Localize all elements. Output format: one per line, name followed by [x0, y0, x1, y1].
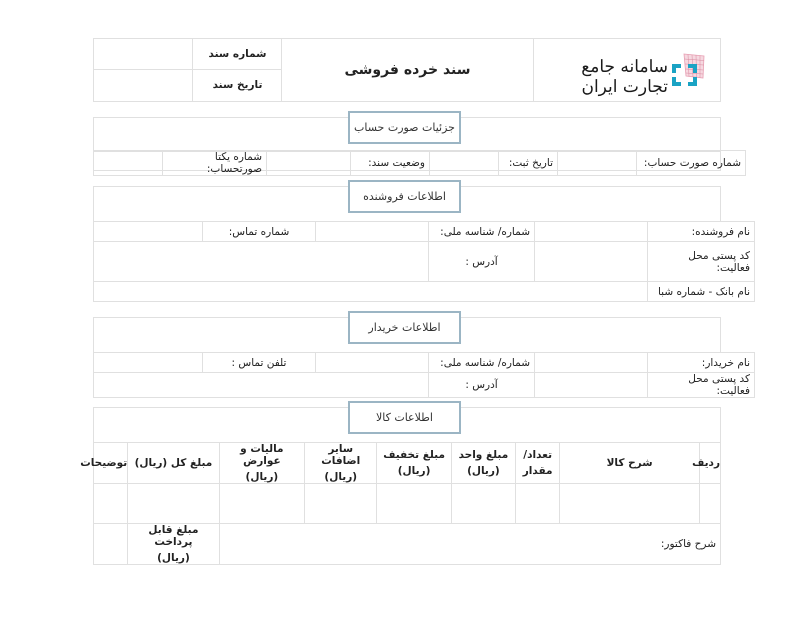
invoice-number-label: شماره صورت حساب:	[637, 151, 746, 176]
doc-date-label: تاریخ سند	[192, 70, 282, 101]
unique-invoice-number-label: شماره یکتا صورتحساب:	[163, 151, 267, 176]
document-status-label: وضعیت سند:	[351, 151, 430, 176]
seller-postal-code-value	[535, 242, 648, 282]
doc-number-label: شماره سند	[192, 39, 282, 70]
seller-table	[93, 221, 755, 302]
payable-amount-value	[94, 524, 128, 565]
seller-address-label: آدرس :	[429, 242, 535, 282]
col-other-additions: سایر اضافات (ریال)	[305, 443, 377, 484]
seller-phone-value	[94, 222, 203, 242]
goods-title: اطلاعات کالا	[348, 401, 461, 434]
seller-bank-label: نام بانک - شماره شبا	[648, 282, 755, 302]
seller-name-label: نام فروشنده:	[648, 222, 755, 242]
buyer-name-value	[535, 353, 648, 373]
buyer-national-id-label: شماره/ شناسه ملی:	[429, 353, 535, 373]
goods-header-row	[94, 443, 721, 484]
invoice-description-label: شرح فاکتور:	[219, 524, 720, 565]
goods-summary-row	[94, 524, 721, 565]
seller-bank-value	[94, 282, 648, 302]
buyer-national-id-value	[316, 353, 429, 373]
buyer-postal-code-label: کد پستی محل فعالیت:	[648, 373, 755, 398]
col-quantity: تعداد/ مقدار	[516, 443, 560, 484]
col-row: ردیف	[699, 443, 720, 484]
document-header	[93, 38, 721, 102]
buyer-phone-label: تلفن تماس :	[203, 353, 316, 373]
seller-postal-code-label: کد پستی محل فعالیت:	[648, 242, 755, 282]
registration-date-value	[430, 151, 499, 176]
invoice-details-table	[93, 150, 746, 176]
invoice-details-title: جزئیات صورت حساب	[348, 111, 461, 144]
invoice-number-value	[558, 151, 637, 176]
buyer-address-label: آدرس :	[429, 373, 535, 398]
seller-name-value	[535, 222, 648, 242]
goods-row	[94, 484, 721, 524]
goods-table	[80, 442, 721, 565]
payable-amount-label: مبلغ قابل پرداخت (ریال)	[128, 524, 219, 565]
buyer-address-value	[94, 373, 429, 398]
unique-invoice-number-value	[94, 151, 163, 176]
seller-national-id-value	[316, 222, 429, 242]
col-discount: مبلغ تخفیف (ریال)	[377, 443, 451, 484]
seller-address-value	[94, 242, 429, 282]
col-notes: توضیحات	[94, 443, 128, 484]
document-status-value	[267, 151, 351, 176]
buyer-name-label: نام خریدار:	[648, 353, 755, 373]
col-tax: مالیات و عوارض (ریال)	[219, 443, 304, 484]
col-description: شرح کالا	[560, 443, 700, 484]
page-title: سند خرده فروشی	[281, 39, 533, 101]
logo-text: سامانه جامع تجارت ایران	[581, 57, 668, 97]
seller-phone-label: شماره تماس:	[203, 222, 316, 242]
buyer-phone-value	[94, 353, 203, 373]
doc-date-value	[94, 70, 192, 101]
seller-national-id-label: شماره/ شناسه ملی:	[429, 222, 535, 242]
logo-cell	[533, 39, 720, 101]
buyer-postal-code-value	[535, 373, 648, 398]
col-total: مبلغ کل (ریال)	[128, 443, 219, 484]
logo-icon	[670, 52, 706, 88]
doc-number-value	[94, 39, 192, 70]
col-unit-price: مبلغ واحد (ریال)	[451, 443, 515, 484]
buyer-title: اطلاعات خریدار	[348, 311, 461, 344]
registration-date-label: تاریخ ثبت:	[499, 151, 558, 176]
buyer-table	[93, 352, 755, 398]
seller-title: اطلاعات فروشنده	[348, 180, 461, 213]
